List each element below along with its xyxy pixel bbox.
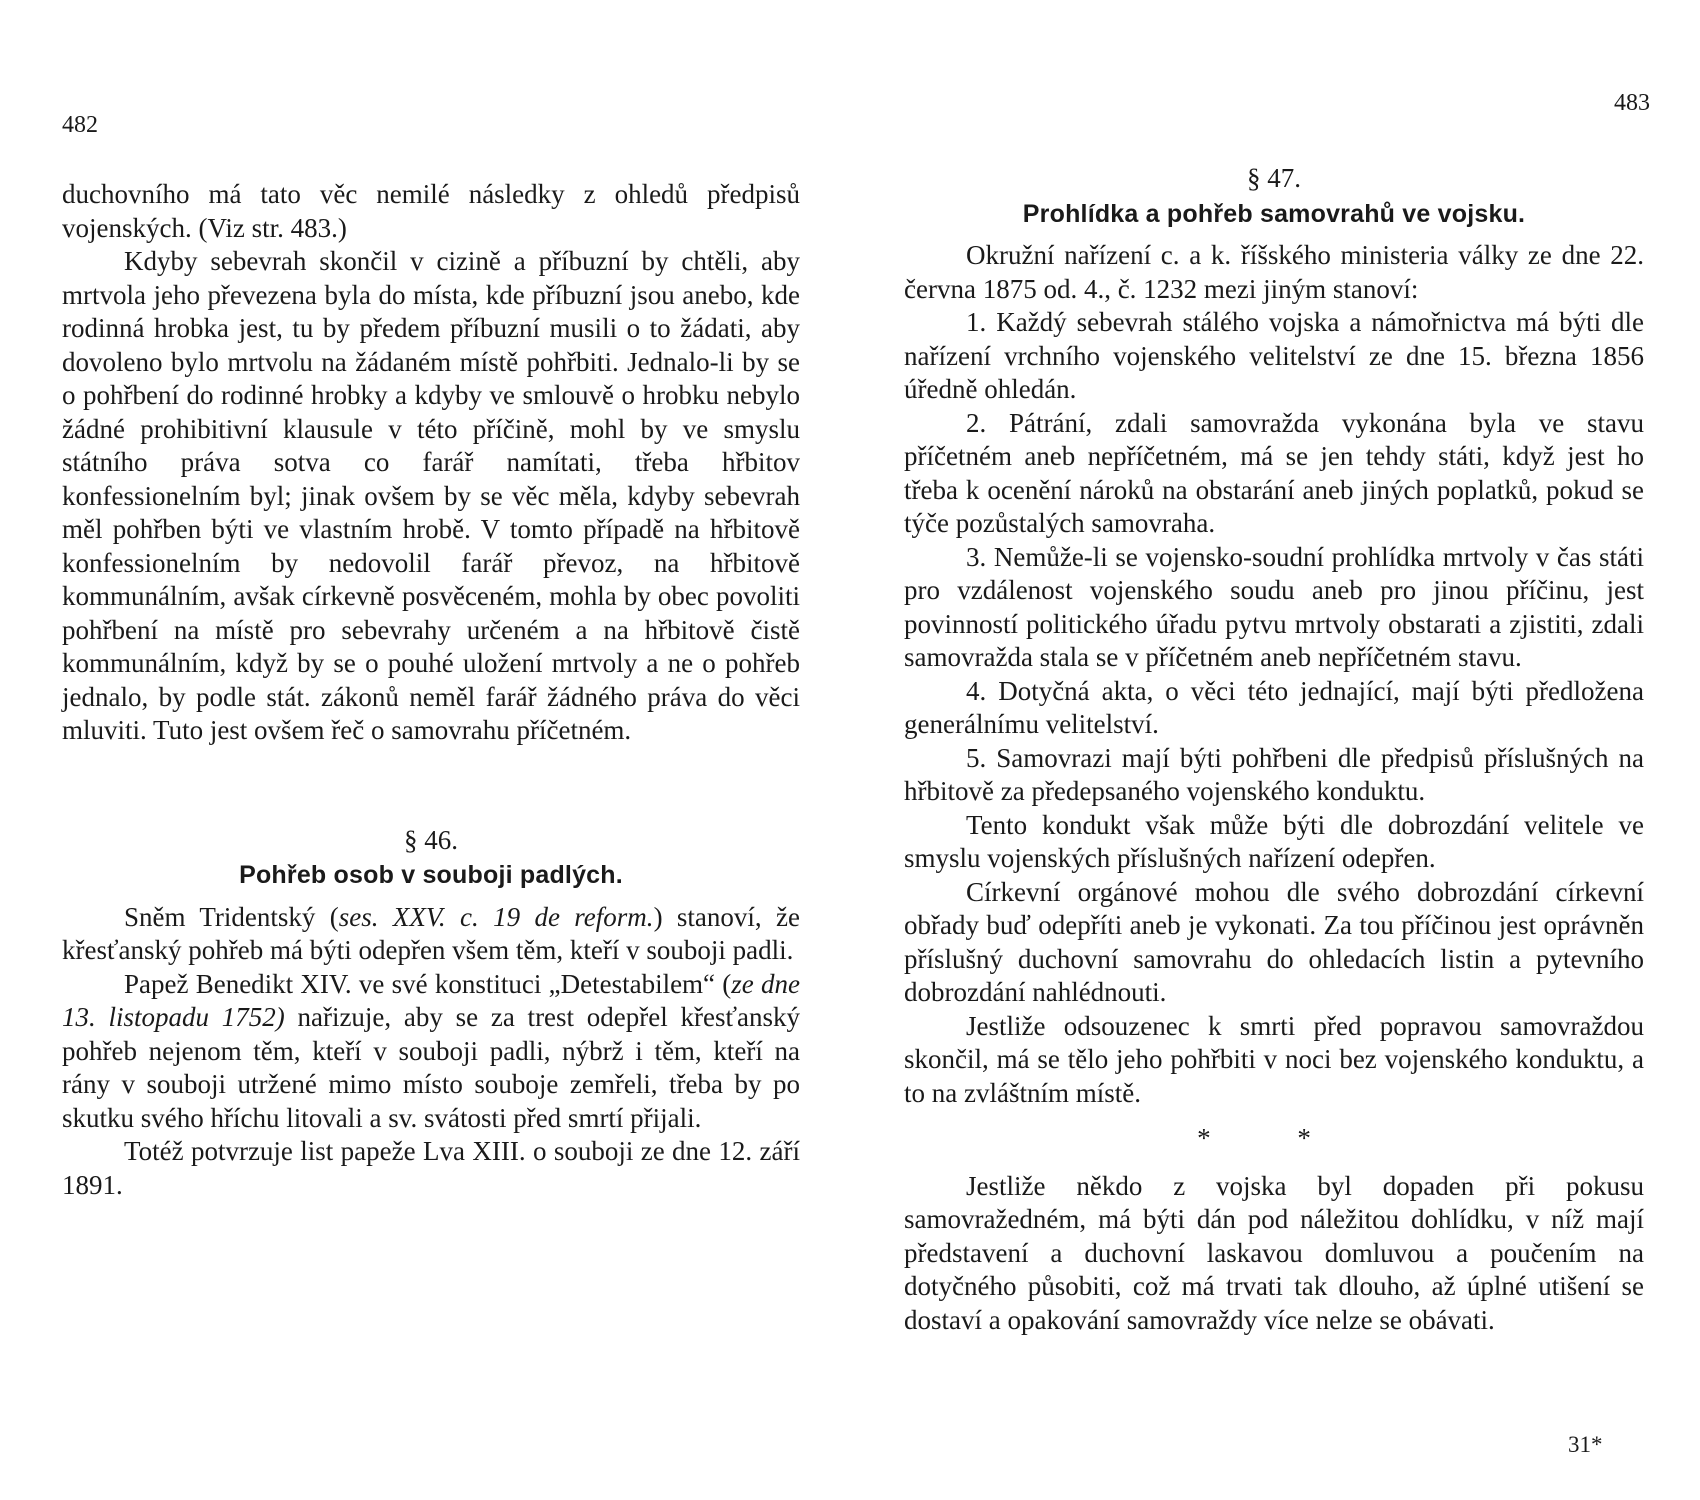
paragraph: Jestliže někdo z vojska byl dopaden při pokusu samovražedném, má býti dán pod náležitou dohlídku, v níž mají představení a duchovní laskavou domluvou a poučením na dotyčného působiti, což má trvati tak dlouho, až úplné utišení se dostaví a opakování samovraždy více nelze se obávati. <box>904 1170 1644 1335</box>
printer-signature-mark: 31* <box>1568 1432 1603 1457</box>
page-number-right: 483 <box>1614 90 1650 116</box>
text-run: Papež Benedikt XIV. ve své konstituci „Detestabilem“ ( <box>124 968 732 999</box>
page-number-left: 482 <box>62 112 98 138</box>
section-divider-asterisks: * * <box>1197 1123 1351 1153</box>
section-title-46: Pohřeb osob v souboji padlých. <box>239 861 623 889</box>
citation-italic: ze dne 13. listopadu 1752) <box>62 968 800 1032</box>
paragraph <box>62 968 800 1136</box>
left-page-text <box>62 178 800 1202</box>
list-item: 1. Každý sebevrah stálého vojska a námořnictva má býti dle nařízení vrchního vojenského velitelství ze dne 15. března 1856 úředně ohledán. <box>904 307 1644 404</box>
paragraph: Totéž potvrzuje list papeže Lva XIII. o souboji ze dne 12. září 1891. <box>62 1136 800 1200</box>
paragraph: duchovního má tato věc nemilé následky z ohledů předpisů vojenských. (Viz str. 483.) <box>62 179 800 243</box>
paragraph <box>62 901 800 968</box>
text-run: Sněm Tridentský ( <box>124 901 339 932</box>
paragraph: Kdyby sebevrah skončil v cizině a příbuzní by chtěli, aby mrtvola jeho převezena byla do místa, kde příbuzní jsou anebo, kde rodinná hrobka jest, tu by předem příbuzní musili o to žádati, aby dovoleno bylo mrtvolu na žádaném místě pohřbiti. Jednalo-li by se o pohřbení do rodinné hrobky a kdyby ve smlouvě o hrobku nebylo žádné prohibitivní klausule v této příčině, mohl by ve smyslu státního práva sotva co farář namítati, třeba hřbitov konfessionelním byl; jinak ovšem by se věc měla, kdyby sebevrah měl pohřben býti ve vlastním hrobě. V tomto případě na hřbitově konfessionelním by nedovolil farář převoz, na hřbitově kommunálním, avšak církevně posvěceném, mohla by obec povoliti pohřbení na místě pro sebevrahy určeném a na hřbitově čistě kommunálním, když by se o pouhé uložení mrtvoly a ne o pohřeb jednalo, by podle stát. zákonů neměl farář žádného práva do věci mluviti. Tuto jest ovšem řeč o samovrahu příčetném. <box>62 246 800 745</box>
paragraph: Tento kondukt však může býti dle dobrozdání velitele ve smyslu vojenských příslušných nařízení odepřen. <box>904 809 1644 873</box>
text-run: nařizuje, aby se za trest odepřel křesťanský pohřeb nejenom těm, kteří v souboji padli, nýbrž i těm, kteří na rány v souboji utržené mimo místo souboje zemřeli, třeba by po skutku svého hříchu litovali a sv. svátosti před smrtí přijali. <box>62 1002 800 1133</box>
section-number-47: § 47. <box>1247 163 1301 193</box>
paragraph: Jestliže odsouzenec k smrti před popravou samovraždou skončil, má se tělo jeho pohřbiti v noci bez vojenského konduktu, a to na zvláštním místě. <box>904 1010 1644 1108</box>
text-run: ) stanoví, že křesťanský pohřeb má býti odepřen všem těm, kteří v souboji padli. <box>62 901 800 965</box>
list-item: 3. Nemůže-li se vojensko-soudní prohlídka mrtvoly v čas státi pro vzdálenost vojenského soudu aneb pro jinou příčinu, jest povinností politického úřadu pytvu mrtvoly obstarati a zjistiti, zdali samovražda stala se v příčetném aneb nepříčetném stavu. <box>904 541 1644 672</box>
list-item: 5. Samovrazi mají býti pohřbeni dle předpisů příslušných na hřbitově za předepsaného vojenského konduktu. <box>904 742 1644 806</box>
section-number-46: § 46. <box>404 824 458 855</box>
list-item: 2. Pátrání, zdali samovražda vykonána byla ve stavu příčetném aneb nepříčetném, má se jen tehdy státi, když jest ho třeba k ocenění nároků na obstarání aneb jiných poplatků, pokud se týče pozůstalých samovraha. <box>904 407 1644 538</box>
paragraph: Okružní nařízení c. a k. říšského ministeria války ze dne 22. června 1875 od. 4., č. 1232 mezi jiným stanoví: <box>904 240 1644 304</box>
citation-italic: ses. XXV. c. 19 de reform. <box>338 901 654 932</box>
paragraph: Církevní orgánové mohou dle svého dobrozdání církevní obřady buď odepříti aneb je vykonati. Za tou příčinou jest oprávněn příslušný duchovní samovrahu do ohledacích listin a pytevního dobrozdání nahlédnouti. <box>904 876 1644 1007</box>
section-title-47: Prohlídka a pohřeb samovrahů ve vojsku. <box>1022 199 1526 228</box>
right-page-text <box>904 162 1644 1337</box>
list-item: 4. Dotyčná akta, o věci této jednající, mají býti předložena generálnímu velitelství. <box>904 675 1644 739</box>
